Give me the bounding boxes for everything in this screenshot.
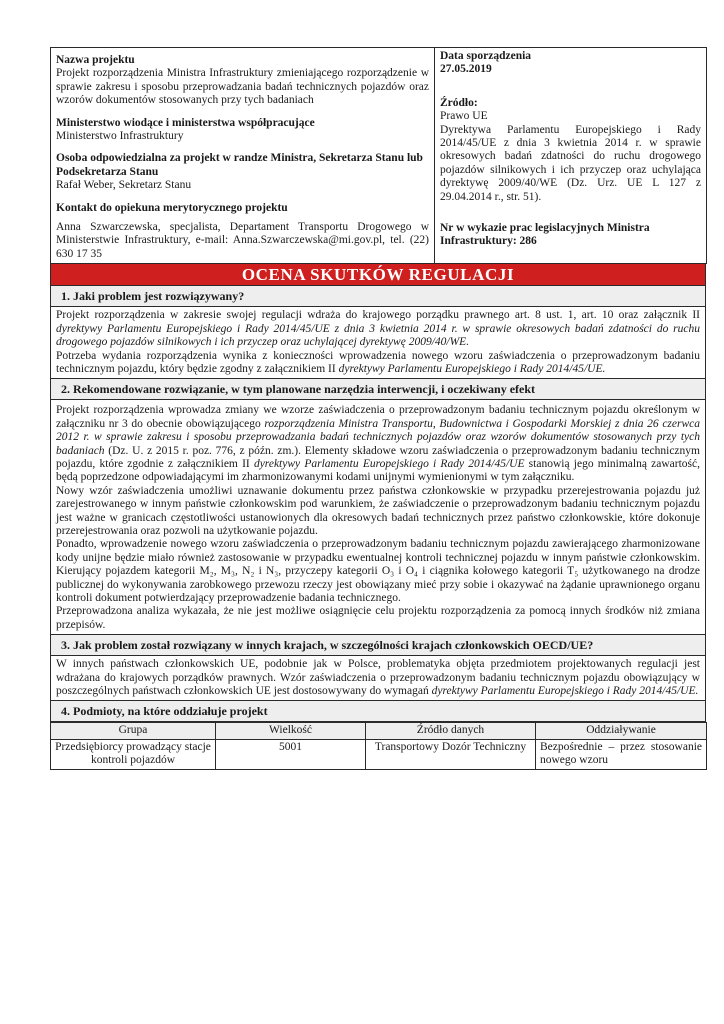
column-header: Źródło danych — [366, 723, 536, 739]
column-header: Oddziaływanie — [536, 723, 707, 739]
osr-banner: OCENA SKUTKÓW REGULACJI — [50, 264, 706, 286]
size-cell: 5001 — [216, 739, 366, 769]
source-label: Źródło: — [440, 96, 478, 109]
project-info-table — [50, 47, 707, 264]
impact-cell: Bezpośrednie – przez stosowanie nowego wzoru — [536, 739, 707, 769]
table-row — [51, 739, 707, 769]
section-2-paragraph: Projekt rozporządzenia wprowadza zmiany we wzorze zaświadczenia o przeprowadzonym badaniu technicznym pojazdu określonym w załączniku nr 3 do obecnie obowiązującego rozporządzenia Ministra Transportu, Budownictwa i Gospodarki Morskiej z dnia 26 czerwca 2012 r. w sprawie zakresu i sposobu przeprowadzania badań technicznych pojazdów oraz wzorów dokumentów stosowanych przy tych badaniach (Dz. U. z 2015 r. poz. 776, z późn. zm.). Elementy składowe wzoru zaświadczenia o przeprowadzonym badaniu technicznym pojazdu, które zgodnie z załącznikiem II dyrektywy Parlamentu Europejskiego i Rady 2014/45/UE stanowią jego minimalną zawartość, będą poprzedzone odpowiadającymi im zharmonizowanymi kodami unijnymi wymienionymi w tym załączniku. — [56, 404, 701, 484]
project-info-right-cell — [435, 48, 707, 264]
responsible-person-text: Rafał Weber, Sekretarz Stanu — [56, 179, 192, 192]
section-1-paragraph: Projekt rozporządzenia w zakresie swojej regulacji wdraża do krajowego porządku prawnego art. 8 ust. 1, art. 10 oraz załącznik II dyrektywy Parlamentu Europejskiego i Rady 2014/45/UE z dnia 3 kwietnia 2014 r. w sprawie okresowych badań zdatności do ruchu drogowego pojazdów silnikowych i ich przyczep oraz uchylającej dyrektywę 2009/40/WE. — [56, 309, 700, 349]
responsible-person-label: Osoba odpowiedzialna za projekt w randze Ministra, Sekretarza Stanu lub Podsekretarza Stanu — [56, 152, 423, 178]
stakeholders-table — [50, 722, 707, 769]
group-cell: Przedsiębiorcy prowadzący stacje kontroli pojazdów — [51, 739, 216, 769]
date-label: Data sporządzenia — [440, 50, 532, 62]
section-2-paragraph: Ponadto, wprowadzenie nowego wzoru zaświadczenia o przeprowadzonym badaniu technicznym pojazdu zawierającego zharmonizowane kody unijne będzie miało również zastosowanie w przypadku ewentualnej kontroli technicznej pojazdu w innym państwie członkowskim. Kierujący pojazdem kategorii M₂, M₃, N₂ i N₃, przyczepy kategorii O₃ i O₄ i ciągnika kołowego kategorii T₅ użytkowanego na drodze publicznej do wykonywania zarobkowego przewozu rzeczy jest obowiązany mieć przy sobie i okazywać na żądanie uprawnionego organu kontroli dokument potwierdzający przeprowadzenie badania technicznego. — [56, 538, 700, 604]
section-2-paragraph: Przeprowadzona analiza wykazała, że nie jest możliwe osiągnięcie celu projektu rozporządzenia za pomocą innych środków niż zmiana przepisów. — [56, 605, 700, 631]
legislative-register-label: Nr w wykazie prac legislacyjnych Ministra Infrastruktury: 286 — [440, 222, 650, 248]
section-3-body — [50, 656, 706, 701]
source-line-1: Prawo UE — [440, 110, 488, 123]
project-name-text: Projekt rozporządzenia Ministra Infrastruktury zmieniającego rozporządzenie w sprawie zakresu i sposobu przeprowadzania badań technicznych pojazdów oraz wzorów dokumentów stosowanych przy tych badaniach — [56, 67, 429, 107]
section-2-paragraph: Nowy wzór zaświadczenia umożliwi uznawanie dokumentu przez państwa członkowskie w przypadku przerejestrowania pojazdu już zarejestrowanego w innym państwie członkowskim pod warunkiem, że zaświadczenie o przeprowadzonym badaniu technicznym pojazdu jest ważne w granicach częstotliwości ustanowionych dla okresowych badań technicznych przez państwo członkowskie, które dokonuje przerejestrowania oraz pozwoli na użytkowanie pojazdu. — [56, 484, 700, 537]
data-source-cell: Transportowy Dozór Techniczny — [366, 739, 536, 769]
section-1-paragraph: Potrzeba wydania rozporządzenia wynika z konieczności wprowadzenia nowego wzoru zaświadczenia o przeprowadzonym badaniu technicznym pojazdu, który będzie zgodny z załącznikiem II dyrektywy Parlamentu Europejskiego i Rady 2014/45/UE. — [56, 349, 700, 375]
table-header-row — [51, 723, 707, 739]
date-value: 27.05.2019 — [440, 63, 492, 76]
section-2-body — [50, 400, 706, 635]
project-info-left-cell — [51, 48, 435, 264]
ministry-label: Ministerstwo wiodące i ministerstwa współpracujące — [56, 116, 315, 129]
column-header: Wielkość — [216, 723, 366, 739]
column-header: Grupa — [51, 723, 216, 739]
contact-label: Kontakt do opiekuna merytorycznego projektu — [56, 201, 288, 214]
section-3-heading: 3. Jak problem został rozwiązany w innych krajach, w szczególności krajach członkowskich OECD/UE? — [50, 635, 706, 656]
project-name-label: Nazwa projektu — [56, 54, 135, 66]
section-2-heading: 2. Rekomendowane rozwiązanie, w tym planowane narzędzia interwencji, i oczekiwany efekt — [50, 379, 706, 400]
regulatory-impact-assessment-page — [50, 47, 706, 770]
contact-text: Anna Szwarczewska, specjalista, Departament Transportu Drogowego w Ministerstwie Infrastruktury, e-mail: Anna.Szwarczewska@mi.gov.pl, tel. (22) 630 17 35 — [56, 221, 429, 260]
ministry-text: Ministerstwo Infrastruktury — [56, 130, 184, 143]
section-1-body — [50, 307, 706, 379]
section-4-heading: 4. Podmioty, na które oddziałuje projekt — [50, 701, 706, 722]
section-3-paragraph: W innych państwach członkowskich UE, podobnie jak w Polsce, problematyka objęta przedmiotem projektowanych regulacji jest wdrażana do krajowych porządków prawnych. Wzór zaświadczenia o przeprowadzonym badaniu technicznym pojazdu obowiązujący w poszczególnych państwach członkowskich UE jest dostosowywany do wymagań dyrektywy Parlamentu Europejskiego i Rady 2014/45/UE. — [56, 658, 700, 698]
section-1-heading: 1. Jaki problem jest rozwiązywany? — [50, 286, 706, 307]
source-text: Dyrektywa Parlamentu Europejskiego i Rady 2014/45/UE z dnia 3 kwietnia 2014 r. w sprawie okresowych badań zdatności do ruchu drogowego pojazdów silnikowych i ich przyczep oraz uchylająca dyrektywę 2009/40/WE (Dz. Urz. UE L 127 z 29.04.2014 r., str. 51). — [440, 123, 701, 203]
